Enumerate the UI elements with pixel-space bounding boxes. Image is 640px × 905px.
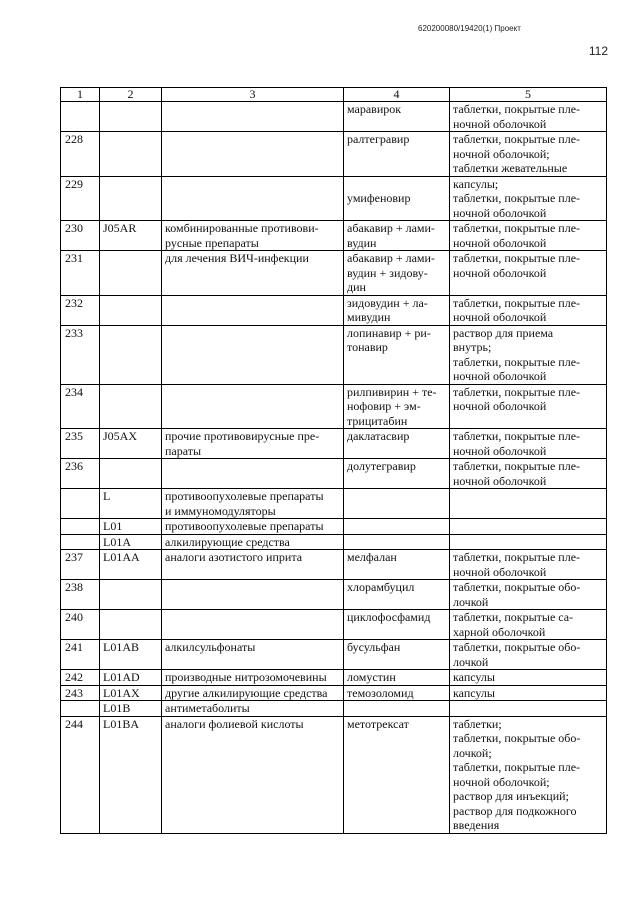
- dosage-form-cell: [450, 534, 607, 550]
- cell-text-line: противоопухолевые препараты: [165, 489, 324, 503]
- cell-text-line: тонавир: [347, 340, 388, 354]
- atc-code-cell: [100, 685, 162, 701]
- drug-name-cell: [344, 176, 450, 221]
- column-header: 2: [100, 88, 162, 102]
- row-number-cell: [61, 610, 100, 640]
- dosage-form-cell: [450, 176, 607, 221]
- row-number-cell: [61, 132, 100, 177]
- cell-text: [103, 580, 158, 595]
- dosage-form-cell: [450, 670, 607, 686]
- atc-code-cell: [100, 670, 162, 686]
- cell-text-line: другие алкилирующие средства: [165, 685, 328, 700]
- cell-text: [103, 385, 158, 400]
- dosage-form-cell: [450, 221, 607, 251]
- cell-text-line: таблетки, покрытые обо-: [453, 731, 581, 745]
- cell-text-line: маравирок: [347, 102, 402, 116]
- cell-text: 231: [65, 251, 83, 265]
- group-name-cell: [162, 429, 344, 459]
- cell-text-line: прочие противовирусные пре-: [165, 429, 320, 443]
- cell-text: 233: [65, 325, 83, 340]
- cell-text-line: ночной оболочкой: [453, 116, 547, 131]
- cell-text-line: лочкой;: [453, 745, 492, 760]
- cell-text-line: рилпивирин + те-: [347, 384, 437, 399]
- dosage-form-cell: [450, 550, 607, 580]
- cell-text-line: даклатасвир: [347, 429, 410, 443]
- table-row: [61, 580, 607, 610]
- row-number-cell: [61, 489, 100, 519]
- cell-text-line: умифеновир: [347, 191, 411, 205]
- dosage-form-cell: [450, 429, 607, 459]
- cell-text-line: ночной оболочкой: [453, 369, 547, 383]
- cell-text-line: комбинированные противови-: [165, 221, 319, 235]
- dosage-form-cell: [450, 295, 607, 325]
- table-row: [61, 221, 607, 251]
- row-number-cell: [61, 670, 100, 686]
- table-row: [61, 640, 607, 670]
- cell-text-line: антиметаболиты: [165, 701, 250, 715]
- group-name-cell: [162, 384, 344, 429]
- dosage-form-cell: [450, 489, 607, 519]
- cell-text: [65, 519, 96, 534]
- cell-text-line: лочкой: [453, 654, 489, 669]
- cell-text-line: введения: [453, 818, 500, 832]
- group-name-cell: [162, 102, 344, 132]
- cell-text-line: параты: [165, 443, 202, 458]
- atc-code-cell: [100, 176, 162, 221]
- drug-name-cell: [344, 295, 450, 325]
- cell-text-line: таблетки, покрытые обо-: [453, 640, 581, 654]
- cell-text: 244: [65, 716, 83, 731]
- cell-text-line: ралтегравир: [347, 132, 410, 146]
- cell-text-line: мивудин: [347, 310, 391, 324]
- cell-text-line: таблетки, покрытые са-: [453, 610, 574, 624]
- atc-code-cell: [100, 384, 162, 429]
- cell-text-line: лопинавир + ри-: [347, 325, 431, 340]
- cell-text-line: алкилирующие средства: [165, 534, 290, 549]
- cell-text-line: абакавир + лами-: [347, 251, 435, 265]
- atc-code-cell: [100, 429, 162, 459]
- cell-text: 230: [65, 221, 83, 235]
- row-number-cell: [61, 701, 100, 717]
- atc-code-cell: [100, 132, 162, 177]
- atc-code-cell: [100, 102, 162, 132]
- table-row: [61, 325, 607, 384]
- row-number-cell: [61, 384, 100, 429]
- dosage-form-cell: [450, 640, 607, 670]
- group-name-cell: [162, 325, 344, 384]
- drug-name-cell: [344, 685, 450, 701]
- drug-name-cell: [344, 610, 450, 640]
- table-row: [61, 550, 607, 580]
- cell-text-line: таблетки, покрытые пле-: [453, 102, 581, 116]
- cell-text: [103, 610, 158, 625]
- cell-text: L01BA: [103, 716, 139, 731]
- group-name-cell: [162, 176, 344, 221]
- drug-name-cell: [344, 251, 450, 296]
- cell-text-line: таблетки, покрытые обо-: [453, 580, 581, 594]
- row-number-cell: [61, 459, 100, 489]
- cell-text-line: ломустин: [347, 670, 396, 684]
- cell-text-line: зидовудин + ла-: [347, 295, 428, 310]
- cell-text-line: [347, 177, 446, 192]
- atc-code-cell: [100, 534, 162, 550]
- atc-code-cell: [100, 325, 162, 384]
- row-number-cell: [61, 325, 100, 384]
- drug-name-cell: [344, 459, 450, 489]
- table-row: [61, 534, 607, 550]
- cell-text-line: ночной оболочкой: [453, 205, 547, 220]
- cell-text-line: мелфалан: [347, 550, 397, 564]
- atc-code-cell: [100, 716, 162, 833]
- cell-text-line: метотрексат: [347, 716, 409, 731]
- cell-text: [65, 535, 96, 550]
- cell-text: [103, 296, 158, 311]
- cell-text-line: капсулы;: [453, 176, 499, 191]
- cell-text-line: вудин: [347, 235, 377, 250]
- dosage-form-cell: [450, 132, 607, 177]
- column-header: 4: [344, 88, 450, 102]
- cell-text-line: ночной оболочкой;: [453, 146, 550, 161]
- document-code: 620200080/19420(1) Проект: [418, 24, 521, 33]
- cell-text: 232: [65, 295, 83, 310]
- group-name-cell: [162, 580, 344, 610]
- cell-text-line: аналоги фолиевой кислоты: [165, 716, 304, 731]
- cell-text-line: таблетки, покрытые пле-: [453, 550, 581, 564]
- row-number-cell: [61, 102, 100, 132]
- cell-text: 238: [65, 580, 83, 594]
- cell-text: [103, 251, 158, 266]
- cell-text-line: таблетки, покрытые пле-: [453, 221, 581, 235]
- column-header: 5: [450, 88, 607, 102]
- table-row: [61, 102, 607, 132]
- cell-text-line: русные препараты: [165, 235, 259, 250]
- row-number-cell: [61, 550, 100, 580]
- row-number-cell: [61, 176, 100, 221]
- cell-text: [103, 459, 158, 474]
- cell-text-line: вудин + зидову-: [347, 265, 428, 280]
- row-number-cell: [61, 534, 100, 550]
- atc-code-cell: [100, 610, 162, 640]
- drug-name-cell: [344, 384, 450, 429]
- row-number-cell: [61, 251, 100, 296]
- cell-text-line: капсулы: [453, 670, 495, 684]
- table-row: [61, 176, 607, 221]
- group-name-cell: [162, 132, 344, 177]
- drug-name-cell: [344, 580, 450, 610]
- drug-name-cell: [344, 701, 450, 717]
- cell-text-line: производные нитрозомочевины: [165, 670, 327, 684]
- cell-text: L01AB: [103, 640, 139, 654]
- cell-text: 235: [65, 429, 83, 443]
- cell-text: [103, 177, 158, 192]
- cell-text: 241: [65, 640, 83, 654]
- cell-text-line: внутрь;: [453, 340, 492, 354]
- cell-text-line: для лечения ВИЧ-инфекции: [165, 251, 309, 265]
- table-row: [61, 384, 607, 429]
- cell-text: [65, 102, 96, 117]
- cell-text-line: бусульфан: [347, 640, 401, 654]
- cell-text: L01A: [103, 534, 131, 549]
- group-name-cell: [162, 716, 344, 833]
- cell-text: L01AX: [103, 685, 140, 700]
- table-row: [61, 610, 607, 640]
- cell-text: 240: [65, 610, 83, 624]
- drug-name-cell: [344, 534, 450, 550]
- atc-code-cell: [100, 295, 162, 325]
- group-name-cell: [162, 685, 344, 701]
- group-name-cell: [162, 295, 344, 325]
- cell-text: [103, 132, 158, 147]
- row-number-cell: [61, 716, 100, 833]
- cell-text-line: таблетки, покрытые пле-: [453, 191, 581, 205]
- dosage-form-cell: [450, 251, 607, 296]
- table-row: [61, 685, 607, 701]
- cell-text: L01AA: [103, 550, 140, 564]
- dosage-form-cell: [450, 610, 607, 640]
- cell-text: 237: [65, 550, 83, 564]
- row-number-cell: [61, 685, 100, 701]
- cell-text-line: долутегравир: [347, 459, 416, 473]
- row-number-cell: [61, 580, 100, 610]
- cell-text-line: таблетки, покрытые пле-: [453, 384, 581, 399]
- cell-text-line: раствор для приема: [453, 325, 554, 340]
- column-header: 1: [61, 88, 100, 102]
- group-name-cell: [162, 459, 344, 489]
- cell-text: 234: [65, 384, 83, 399]
- atc-code-cell: [100, 459, 162, 489]
- table-body: [61, 102, 607, 834]
- drug-name-cell: [344, 132, 450, 177]
- table-row: [61, 519, 607, 535]
- group-name-cell: [162, 221, 344, 251]
- column-number-row: [61, 88, 607, 102]
- group-name-cell: [162, 610, 344, 640]
- cell-text-line: абакавир + лами-: [347, 221, 435, 235]
- cell-text-line: раствор для подкожного: [453, 803, 577, 818]
- cell-text: [103, 102, 158, 117]
- cell-text: [103, 326, 158, 341]
- drug-name-cell: [344, 670, 450, 686]
- dosage-form-cell: [450, 519, 607, 535]
- row-number-cell: [61, 429, 100, 459]
- cell-text-line: дин: [347, 280, 366, 294]
- cell-text-line: противоопухолевые препараты: [165, 519, 324, 533]
- table-row: [61, 489, 607, 519]
- cell-text-line: таблетки, покрытые пле-: [453, 760, 581, 774]
- cell-text-line: таблетки жевательные: [453, 161, 568, 175]
- cell-text: J05AX: [103, 429, 138, 443]
- atc-code-cell: [100, 640, 162, 670]
- table-row: [61, 295, 607, 325]
- dosage-form-cell: [450, 685, 607, 701]
- cell-text-line: таблетки, покрытые пле-: [453, 132, 581, 146]
- cell-text: J05AR: [103, 221, 137, 235]
- cell-text-line: таблетки, покрытые пле-: [453, 459, 581, 473]
- row-number-cell: [61, 295, 100, 325]
- cell-text-line: таблетки, покрытые пле-: [453, 251, 581, 265]
- group-name-cell: [162, 550, 344, 580]
- cell-text-line: ночной оболочкой: [453, 235, 547, 250]
- cell-text: 242: [65, 670, 83, 684]
- dosage-form-cell: [450, 459, 607, 489]
- cell-text-line: ночной оболочкой;: [453, 774, 550, 789]
- group-name-cell: [162, 519, 344, 535]
- cell-text: 228: [65, 132, 83, 146]
- table-row: [61, 251, 607, 296]
- cell-text-line: раствор для инъекций;: [453, 789, 569, 803]
- cell-text-line: нофовир + эм-: [347, 399, 421, 413]
- group-name-cell: [162, 489, 344, 519]
- drug-name-cell: [344, 716, 450, 833]
- drug-name-cell: [344, 489, 450, 519]
- cell-text-line: таблетки, покрытые пле-: [453, 429, 581, 443]
- cell-text-line: трицитабин: [347, 413, 408, 428]
- group-name-cell: [162, 640, 344, 670]
- cell-text: L01: [103, 519, 123, 533]
- atc-code-cell: [100, 519, 162, 535]
- atc-code-cell: [100, 221, 162, 251]
- group-name-cell: [162, 534, 344, 550]
- cell-text-line: ночной оболочкой: [453, 310, 547, 324]
- group-name-cell: [162, 251, 344, 296]
- drug-name-cell: [344, 519, 450, 535]
- cell-text-line: темозоломид: [347, 685, 414, 700]
- atc-code-cell: [100, 550, 162, 580]
- atc-code-cell: [100, 251, 162, 296]
- column-header: 3: [162, 88, 344, 102]
- cell-text: 236: [65, 459, 83, 473]
- cell-text-line: таблетки;: [453, 716, 502, 731]
- cell-text-line: и иммуномодуляторы: [165, 503, 276, 518]
- drug-name-cell: [344, 221, 450, 251]
- cell-text-line: таблетки, покрытые пле-: [453, 354, 581, 369]
- row-number-cell: [61, 519, 100, 535]
- group-name-cell: [162, 701, 344, 717]
- cell-text: L: [103, 489, 111, 503]
- drug-name-cell: [344, 550, 450, 580]
- cell-text: L01B: [103, 701, 131, 715]
- table-row: [61, 459, 607, 489]
- cell-text-line: ночной оболочкой: [453, 564, 547, 579]
- drug-name-cell: [344, 429, 450, 459]
- cell-text-line: харной оболочкой: [453, 624, 546, 639]
- cell-text-line: аналоги азотистого иприта: [165, 550, 303, 564]
- table-row: [61, 132, 607, 177]
- table-row: [61, 701, 607, 717]
- cell-text-line: капсулы: [453, 685, 495, 700]
- atc-code-cell: [100, 489, 162, 519]
- cell-text-line: алкилсульфонаты: [165, 640, 256, 654]
- cell-text: 243: [65, 685, 83, 700]
- cell-text: [65, 489, 96, 504]
- drug-name-cell: [344, 640, 450, 670]
- dosage-form-cell: [450, 580, 607, 610]
- cell-text-line: хлорамбуцил: [347, 580, 415, 594]
- dosage-form-cell: [450, 384, 607, 429]
- cell-text-line: ночной оболочкой: [453, 443, 547, 458]
- drug-name-cell: [344, 102, 450, 132]
- row-number-cell: [61, 640, 100, 670]
- group-name-cell: [162, 670, 344, 686]
- table-row: [61, 670, 607, 686]
- cell-text-line: лочкой: [453, 594, 489, 609]
- cell-text-line: циклофосфамид: [347, 610, 431, 624]
- table-row: [61, 429, 607, 459]
- cell-text-line: ночной оболочкой: [453, 473, 547, 488]
- table-row: [61, 716, 607, 833]
- drug-register-table: [60, 87, 607, 834]
- row-number-cell: [61, 221, 100, 251]
- cell-text: L01AD: [103, 670, 140, 684]
- cell-text: [65, 701, 96, 716]
- drug-name-cell: [344, 325, 450, 384]
- dosage-form-cell: [450, 325, 607, 384]
- dosage-form-cell: [450, 716, 607, 833]
- page-number: 112: [588, 44, 608, 58]
- dosage-form-cell: [450, 102, 607, 132]
- cell-text-line: таблетки, покрытые пле-: [453, 295, 581, 310]
- cell-text-line: ночной оболочкой: [453, 265, 547, 280]
- cell-text-line: ночной оболочкой: [453, 399, 547, 413]
- atc-code-cell: [100, 580, 162, 610]
- cell-text: 229: [65, 176, 83, 191]
- atc-code-cell: [100, 701, 162, 717]
- dosage-form-cell: [450, 701, 607, 717]
